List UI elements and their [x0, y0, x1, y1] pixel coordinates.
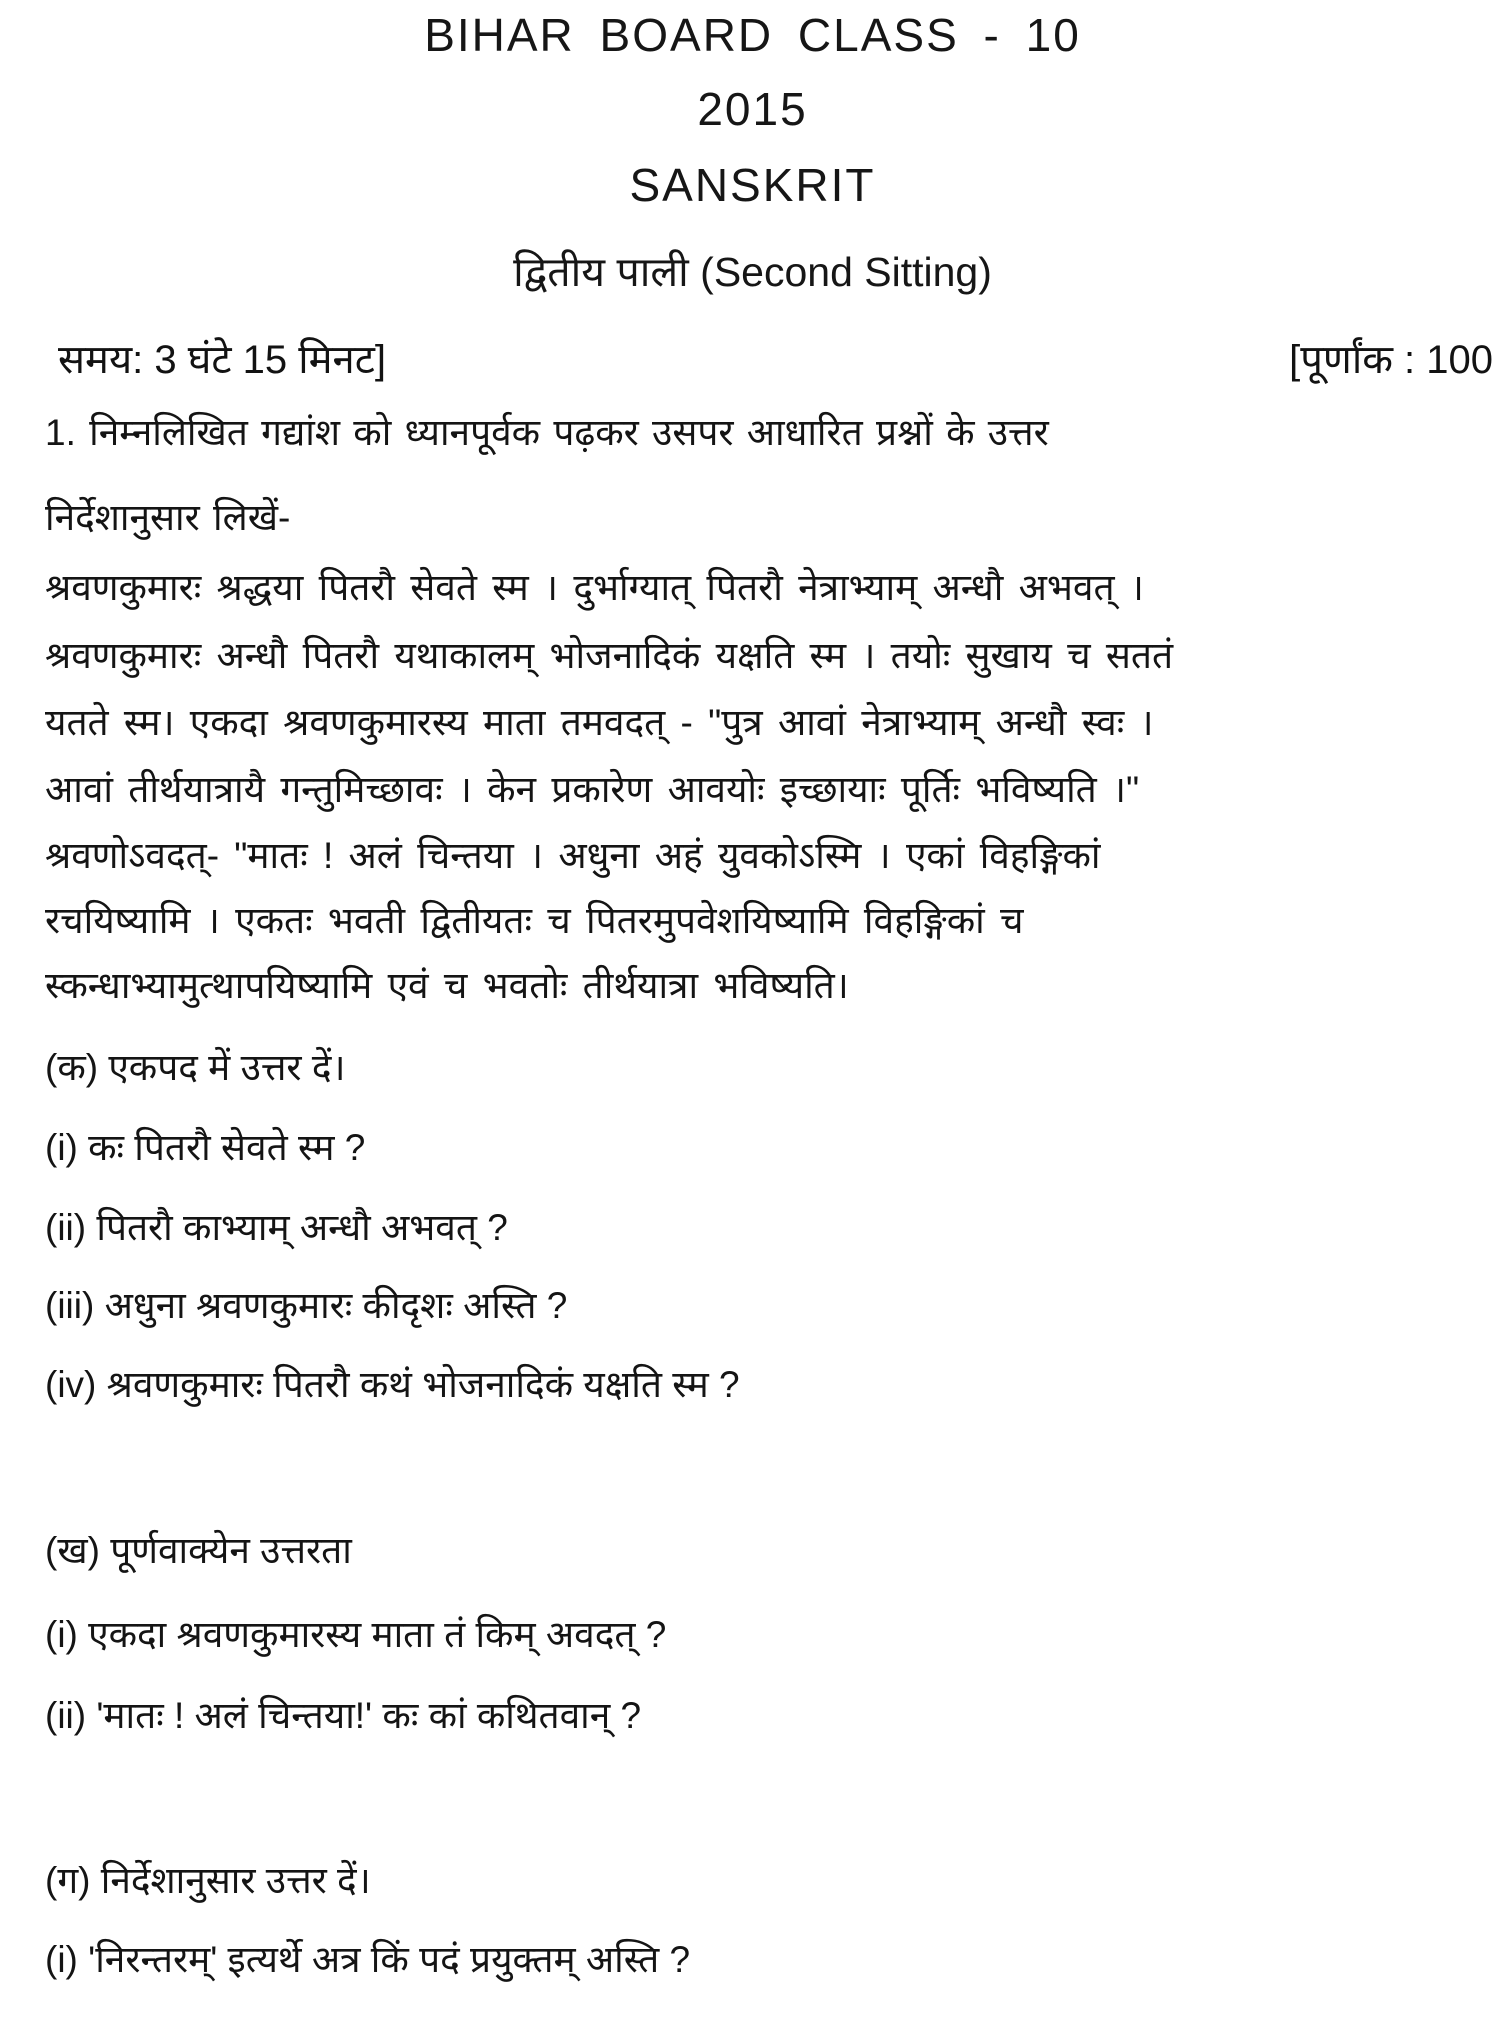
section-ka-question-1: (i) कः पितरौ सेवते स्म ?: [45, 1127, 366, 1168]
sitting-subtitle: द्वितीय पाली (Second Sitting): [513, 249, 992, 295]
exam-year: 2015: [697, 83, 808, 135]
passage-line-1: श्रवणकुमारः श्रद्धया पितरौ सेवते स्म । दुर्भाग्यात् पितरौ नेत्राभ्याम् अन्धौ अभवत् ।: [45, 567, 1144, 608]
time-allowed: समय: 3 घंटे 15 मिनट]: [58, 338, 387, 382]
passage-line-4: आवां तीर्थयात्रायै गन्तुमिच्छावः । केन प्रकारेण आवयोः इच्छायाः पूर्तिः भविष्यति ।": [45, 769, 1140, 810]
page-title: BIHAR BOARD CLASS - 10: [424, 9, 1081, 61]
section-ga-heading: (ग) निर्देशानुसार उत्तर दें।: [45, 1860, 371, 1901]
passage-line-7: स्कन्धाभ्यामुत्थापयिष्यामि एवं च भवतोः तीर्थयात्रा भविष्यति।: [45, 965, 849, 1006]
section-ka-question-3: (iii) अधुना श्रवणकुमारः कीदृशः अस्ति ?: [45, 1285, 568, 1326]
section-ka-heading: (क) एकपद में उत्तर दें।: [45, 1047, 346, 1088]
subject-title: SANSKRIT: [629, 159, 876, 211]
question1-intro-line-2: निर्देशानुसार लिखें-: [45, 497, 291, 538]
section-kha-heading: (ख) पूर्णवाक्येन उत्तरता: [45, 1530, 352, 1571]
section-ga-question-1: (i) 'निरन्तरम्' इत्यर्थे अत्र किं पदं प्रयुक्तम् अस्ति ?: [45, 1939, 691, 1980]
passage-line-3: यतते स्म। एकदा श्रवणकुमारस्य माता तमवदत् - "पुत्र आवां नेत्राभ्याम् अन्धौ स्वः ।: [45, 702, 1154, 743]
section-kha-question-1: (i) एकदा श्रवणकुमारस्य माता तं किम् अवदत् ?: [45, 1614, 667, 1655]
passage-line-2: श्रवणकुमारः अन्धौ पितरौ यथाकालम् भोजनादिकं यक्षति स्म । तयोः सुखाय च सततं: [45, 635, 1174, 676]
passage-line-6: रचयिष्यामि । एकतः भवती द्वितीयतः च पितरमुपवेशयिष्यामि विहङ्गिकां च: [45, 900, 1024, 941]
section-ka-question-4: (iv) श्रवणकुमारः पितरौ कथं भोजनादिकं यक्षति स्म ?: [45, 1364, 740, 1405]
passage-line-5: श्रवणोऽवदत्- "मातः ! अलं चिन्तया । अधुना अहं युवकोऽस्मि । एकां विहङ्गिकां: [45, 835, 1101, 876]
question1-intro-line-1: 1. निम्नलिखित गद्यांश को ध्यानपूर्वक पढ़कर उसपर आधारित प्रश्नों के उत्तर: [45, 412, 1049, 453]
section-ka-question-2: (ii) पितरौ काभ्याम् अन्धौ अभवत् ?: [45, 1207, 508, 1248]
section-kha-question-2: (ii) 'मातः ! अलं चिन्तया!' कः कां कथितवान् ?: [45, 1695, 642, 1736]
full-marks: [पूर्णांक : 100: [1289, 338, 1493, 382]
